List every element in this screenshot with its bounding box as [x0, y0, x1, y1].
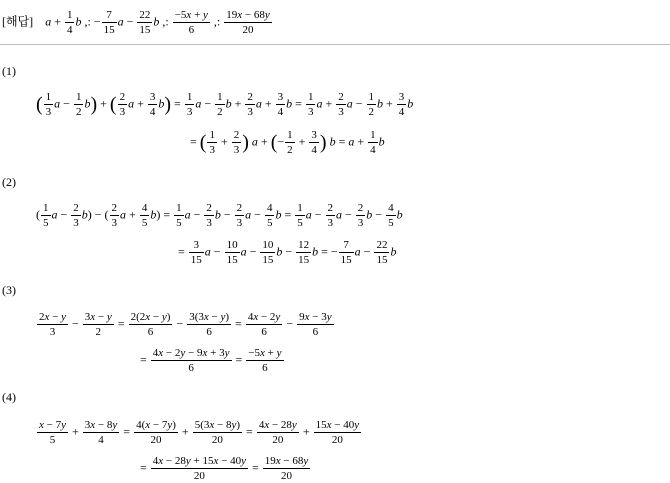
equation-2-line-1: ( $\frac{1}{5}$ a − $\frac{2}{3}$ b) − ( $\frac{2}{3}$ a + $\frac{4}{5}$ b) = $\frac{1}{5}$ a − $\frac{2}{3}$ b − $\frac{2}{3}$ a − $\frac{4}{5}$ b = $\frac{1}{5}$ a − $\frac{2}{3}$ a − $\frac{2}{3}$ b − $\frac{4}{5}$ b	[36, 202, 403, 229]
equation-3-line-2: = $\frac{4x - 2y - 9x + 3y}{6}$ = $\frac{-5x + y}{6}$	[140, 347, 282, 374]
problem-label: (3)	[2, 283, 16, 297]
problem-label: (1)	[2, 64, 16, 78]
answer-prefix: [해답]	[2, 14, 34, 29]
problem-label: (2)	[2, 175, 16, 189]
equation-4-line-2: = $\frac{4x - 28y + 15x - 40y}{20}$ = $\frac{19x - 68y}{20}$	[140, 455, 309, 482]
equation-1-line-1: ( $\frac{1}{3}$ a − $\frac{1}{2}$ b) + ( $\frac{2}{3}$ a + $\frac{3}{4}$ b) = $\frac{1}{3}$ a − $\frac{1}{2}$ b + $\frac{2}{3}$ a + $\frac{3}{4}$ b = $\frac{1}{3}$ a + $\frac{2}{3}$ a − $\frac{1}{2}$ b + $\frac{3}{4}$ b	[36, 91, 414, 118]
divider	[0, 44, 670, 45]
problem-label: (4)	[2, 390, 16, 404]
equation-3-line-1: $\frac{2x - y}{3}$ − $\frac{3x - y}{2}$ = $\frac{2(2x - y)}{6}$ − $\frac{3(3x - y)}{6}$ = $\frac{4x - 2y}{6}$ − $\frac{9x - 3y}{6}$	[39, 311, 332, 338]
equation-4-line-1: $\frac{x - 7y}{5}$ + $\frac{3x - 8y}{4}$ = $\frac{4(x - 7y)}{20}$ + $\frac{5(3x - 8y)}{20}$ = $\frac{4x - 28y}{20}$ + $\frac{15x - 40y}{20}$	[39, 419, 360, 446]
equation-2-line-2: = $\frac{3}{15}$ a − $\frac{10}{15}$ a − $\frac{10}{15}$ b − $\frac{12}{15}$ b = − $\frac{7}{15}$ a − $\frac{22}{15}$ b	[178, 239, 397, 266]
equation-1-line-2: = ( $\frac{1}{3}$ + $\frac{2}{3}$ ) a + (− $\frac{1}{2}$ + $\frac{3}{4}$ ) b = a + $\frac{1}{4}$ b	[190, 129, 385, 156]
answer-line: [해답] a + $\frac{1}{4}$ b ,: − $\frac{7}{15}$ a − $\frac{22}{15}$ b ,: $\frac{-5x + y}{6}$ ,: $\frac{19x - 68y}{20}$	[2, 9, 270, 36]
